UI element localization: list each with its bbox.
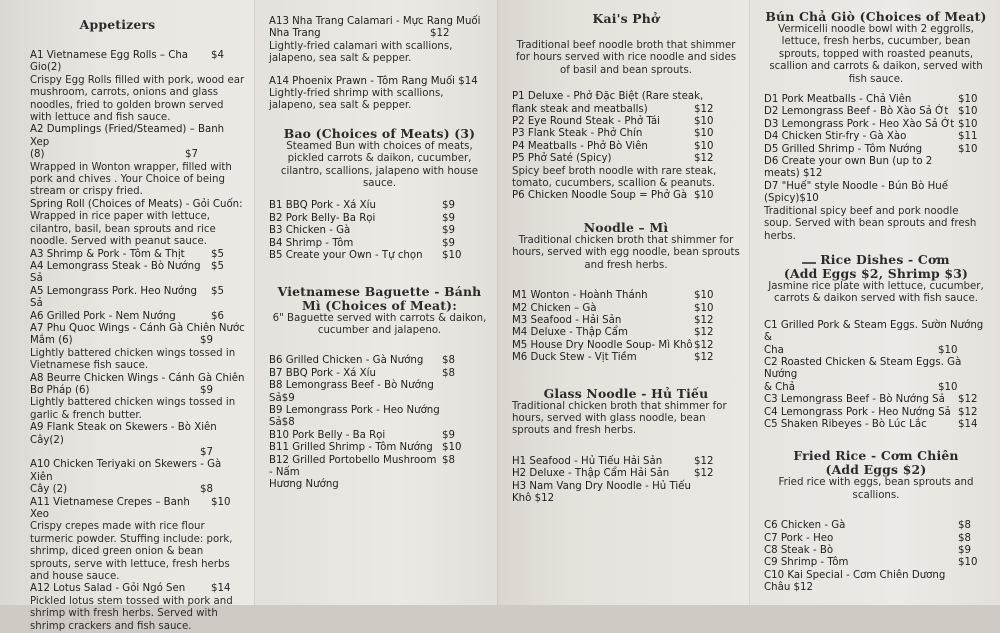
menu-item-a7: A7 Phu Quoc Wings - Cánh Gà Chiên Nước Mắm (6) $9 Lightly battered chicken wings tossed in Vietnamese fish sauce. — [30, 322, 245, 372]
menu-item-a10: A10 Chicken Teriyaki on Skewers - Gà Xiên Cây (2) $8 — [30, 459, 222, 496]
menu-item-name: C3 Lemongrass Beef - Bò Nướng Sả — [764, 394, 945, 406]
menu-item-c2: C2 Roasted Chicken & Steam Eggs. Gà Nướng & Chả $10 — [764, 356, 962, 393]
menu-item — [269, 225, 490, 237]
menu-item-name: M1 Wonton - Hoành Thánh — [512, 290, 648, 302]
fried-rice-list — [764, 520, 988, 594]
menu-item — [764, 181, 988, 206]
menu-item — [269, 430, 490, 442]
menu-item-price: $12 — [694, 468, 714, 480]
menu-item-name-cont: Hương Nướng — [269, 479, 339, 491]
menu-item — [764, 419, 988, 431]
menu-item-price: $12 — [958, 394, 978, 406]
mi-list — [512, 290, 740, 364]
menu-item — [512, 352, 740, 364]
banh-mi-heading-line2: Mì (Choices of Meat): — [301, 297, 458, 313]
menu-item-price — [694, 481, 740, 506]
menu-item-price: $14 — [958, 418, 978, 430]
menu-item — [269, 405, 490, 430]
menu-item-name: P3 Flank Steak - Phở Chín — [512, 128, 643, 140]
menu-item-a9: A9 Flank Steak on Skewers - Bò Xiên Cây(2) $7 — [30, 422, 217, 458]
menu-item-name: D4 Chicken Stir-fry - Gà Xào — [764, 131, 907, 143]
menu-item-price — [958, 181, 988, 206]
menu-item-price: $8 — [958, 520, 971, 532]
menu-item — [764, 520, 988, 532]
arrow-icon — [802, 257, 816, 264]
menu-item-name: B7 BBQ Pork - Xá Xíu — [269, 367, 376, 379]
menu-item-price: $8 — [442, 367, 455, 379]
menu-item — [269, 238, 490, 250]
menu-item — [764, 570, 988, 595]
menu-item-price — [442, 380, 490, 405]
menu-item-price: $10 — [958, 557, 978, 569]
menu-item-name: H2 Deluxe - Thập Cẩm Hải Sản — [512, 468, 670, 480]
banh-mi-description: 6" Baguette served with carrots & daikon, cucumber and jalapeno. — [272, 312, 487, 336]
menu-item-price: $12 — [694, 339, 714, 351]
menu-item-name: M6 Duck Stew - Vịt Tiềm — [512, 352, 637, 364]
menu-item — [764, 94, 988, 106]
menu-item-price: $12 — [694, 352, 714, 364]
menu-item-a4: A4 Lemongrass Steak - Bò Nướng Sả $5 — [30, 260, 224, 285]
menu-item-name: D7 "Huế" style Noodle - Bún Bò Huế (Spicy)$10 — [764, 180, 949, 205]
menu-item — [764, 119, 988, 131]
fried-rice-description: Fried rice with eggs, bean sprouts and scallions. — [778, 477, 974, 501]
menu-item-name: B6 Grilled Chicken - Gà Nướng — [269, 355, 424, 367]
pho-list — [512, 116, 740, 166]
menu-item — [269, 455, 490, 480]
menu-item-price: $10 — [694, 116, 714, 128]
menu-item-price: $10 — [694, 140, 714, 152]
menu-item — [269, 200, 490, 212]
menu-item-name: H3 Nam Vang Dry Noodle - Hủ Tiếu Khô $12 — [512, 480, 691, 504]
menu-item-name: H1 Seafood - Hủ Tiếu Hải Sản — [512, 455, 663, 467]
menu-item-price — [958, 156, 988, 181]
menu-item-name: D3 Lemongrass Pork - Heo Xào Sả Ớt — [764, 118, 955, 130]
menu-item — [512, 340, 740, 352]
menu-item-a13: A13 Nha Trang Calamari - Mực Rang Muối Nha Trang $12 Lightly-fried calamari with scallions, jalapeno, sea salt & pepper. — [269, 16, 481, 65]
menu-item — [512, 128, 740, 140]
mi-description: Traditional chicken broth that shimmer for hours, served with egg noodle, bean sprouts and fresh herbs. — [512, 234, 740, 271]
bun-heading: Bún Chả Giò (Choices of Meat) — [765, 9, 987, 24]
menu-item — [269, 250, 490, 262]
glass-noodle-heading: Glass Noodle - Hủ Tiếu — [543, 385, 709, 401]
menu-item-name: P5 Phở Saté (Spicy) — [512, 153, 612, 165]
bao-description: Steamed Bun with choices of meats, pickled carrots & daikon, cucumber, cilantro, scallions, jalapeno with house sauce. — [280, 140, 479, 190]
menu-item — [512, 456, 740, 468]
menu-item-price: $11 — [958, 131, 978, 143]
menu-item-a3: A3 Shrimp & Pork - Tôm & Thịt $5 — [30, 248, 224, 260]
menu-item-name: D2 Lemongrass Beef - Bò Xào Sả Ớt — [764, 106, 949, 118]
menu-item-a14: A14 Phoenix Prawn - Tôm Rang Muối $14 Lightly-fried shrimp with scallions, jalapeno, sea salt & pepper. — [269, 75, 478, 112]
menu-item-name: C10 Kai Special - Cơm Chiên Dương Châu $12 — [764, 569, 946, 594]
bun-rice-panel — [750, 0, 1000, 605]
menu-item — [764, 144, 988, 156]
menu-item — [269, 442, 490, 454]
menu-item — [512, 481, 740, 506]
pho-heading: Kai's Phở — [592, 11, 660, 26]
menu-item-p6: P6 Chicken Noodle Soup = Phở Gà $10 — [512, 190, 714, 202]
menu-item-p1: P1 Deluxe - Phở Đặc Biệt (Rare steak, flank steak and meatballs) $12 — [512, 91, 714, 115]
menu-item-name: B9 Lemongrass Pork - Heo Nướng Sả$8 — [269, 404, 440, 429]
menu-item — [764, 557, 988, 569]
noodle-soup-panel — [498, 0, 750, 605]
menu-item — [764, 106, 988, 118]
d7-description: Traditional spicy beef and pork noodle soup. Served with bean sprouts and fresh herbs. — [764, 205, 977, 242]
menu-item — [269, 368, 490, 380]
menu-item-price: $9 — [442, 429, 455, 441]
p5-description: Spicy beef broth noodle with rare steak, tomato, cucumbers, scallion & peanuts. — [512, 165, 717, 190]
appetizers-heading: Appetizers — [79, 17, 156, 32]
menu-item-name: B2 Pork Belly- Ba Rọi — [269, 212, 376, 224]
menu-item-price: $10 — [958, 143, 978, 155]
menu-item-a1: A1 Vietnamese Egg Rolls – Cha Gio(2) $4 Crispy Egg Rolls filled with pork, wood ear mushroom, carrots, onions and glass noodles, fried to golden brown served with lettuce and fish sauce. — [30, 50, 245, 124]
banh-mi-list — [269, 355, 490, 491]
menu-item-name: C4 Lemongrass Pork - Heo Nướng Sả — [764, 406, 951, 418]
menu-item — [269, 380, 490, 405]
rice-heading-line2: (Add Eggs $2, Shrimp $3) — [783, 265, 969, 281]
menu-item-price: $9 — [442, 237, 455, 249]
menu-item — [512, 141, 740, 153]
menu-item-name: B3 Chicken - Gà — [269, 225, 351, 237]
bao-heading: Bao (Choices of Meats) (3) — [283, 125, 476, 141]
menu-item-name: B10 Pork Belly - Ba Rọi — [269, 429, 386, 441]
menu-item-name: D5 Grilled Shrimp - Tôm Nướng — [764, 143, 923, 155]
menu-item-name: C9 Shrimp - Tôm — [764, 557, 849, 569]
menu-item — [269, 355, 490, 367]
menu-item — [512, 153, 740, 165]
menu-item-name: C7 Pork - Heo — [764, 532, 834, 544]
menu-item-name: M4 Deluxe - Thập Cẩm — [512, 327, 628, 339]
menu-item-name: P2 Eye Round Steak - Phở Tái — [512, 116, 661, 128]
menu-item — [512, 303, 740, 315]
glass-noodle-description: Traditional chicken broth that shimmer for hours, served with glass noodle, bean sprouts and fresh herbs. — [512, 400, 727, 437]
menu-item-price: $10 — [442, 442, 462, 454]
menu-item-price: $8 — [442, 355, 455, 367]
bao-list — [269, 200, 490, 262]
pho-description: Traditional beef noodle broth that shimmer for hours served with rice noodle and sides of basil and bean sprouts. — [515, 40, 737, 76]
menu-item — [512, 290, 740, 302]
menu-item-price: $10 — [694, 128, 714, 140]
mi-heading: Noodle – Mì — [583, 219, 669, 235]
menu-item — [512, 116, 740, 128]
fried-rice-heading-line1: Fried Rice - Cơm Chiên — [793, 448, 959, 464]
menu-item-a5: A5 Lemongrass Pork. Heo Nướng Sả $5 — [30, 285, 224, 310]
bun-description: Vermicelli noodle bowl with 2 eggrolls, lettuce, fresh herbs, cucumber, bean sprouts, topped with roasted peanuts, scallion and carrots & daikon, served with fish sauce. — [769, 24, 983, 85]
menu-item-name: M2 Chicken – Gà — [512, 302, 597, 314]
fried-rice-heading-line2: (Add Eggs $2) — [825, 462, 927, 478]
menu-item-name: C5 Shaken Ribeyes - Bò Lúc Lắc — [764, 418, 927, 430]
menu-item-price: $10 — [442, 250, 462, 262]
menu-item-name: D6 Create your own Bun (up to 2 meats) $12 — [764, 156, 933, 180]
bun-list — [764, 94, 988, 206]
menu-item-name: B8 Lemongrass Beef - Bò Nướng Sả$9 — [269, 380, 434, 404]
menu-item-price: $9 — [958, 545, 971, 556]
menu-item — [764, 545, 988, 557]
menu-item-price: $10 — [958, 106, 978, 118]
menu-item — [512, 468, 740, 480]
menu-item — [764, 394, 988, 406]
menu-item-c1: C1 Grilled Pork & Steam Eggs. Sườn Nướng & Cha $10 — [764, 319, 984, 356]
banh-mi-heading-line1: Vietnamese Baguette - Bánh — [277, 283, 482, 299]
menu-item-name: B4 Shrimp - Tôm — [269, 237, 354, 249]
rice-heading-line1: Rice Dishes - Cơm — [764, 253, 988, 267]
menu-item-price: $12 — [694, 455, 714, 467]
menu-item-name: B11 Grilled Shrimp - Tôm Nướng — [269, 442, 433, 454]
menu-item-price: $9 — [442, 225, 455, 237]
menu-item-name: B5 Create your Own - Tự chọn — [269, 250, 423, 262]
menu-item-name: C6 Chicken - Gà — [764, 520, 846, 532]
rice-list — [764, 394, 988, 431]
menu-item-a2: A2 Dumplings (Fried/Steamed) – Banh Xep (8) $7 Wrapped in Wonton wrapper, filled with pork and chives . Your Choice of being stream or crispy fried. — [30, 124, 232, 198]
menu-item-a11: A11 Vietnamese Crepes – Banh Xeo $10 Crispy crepes made with rice flour turmeric powder. Stuffing include: pork, shrimp, diced green onion & bean sprouts, serve with lettuce, fresh herbs and house sauce. — [30, 496, 233, 583]
menu-item-price: $9 — [442, 212, 455, 224]
appetizers-panel — [0, 0, 255, 632]
menu-item-price: $8 — [958, 532, 971, 544]
glass-noodle-list — [512, 456, 740, 506]
rice-description: Jasmine rice plate with lettuce, cucumber, carrots & daikon served with fish sauce. — [768, 280, 984, 305]
menu-item-price — [442, 405, 490, 430]
menu-item — [269, 213, 490, 225]
menu-item-price: $8 — [442, 454, 455, 466]
menu-item-spring-roll: Spring Roll (Choices of Meats) - Gỏi Cuốn: Wrapped in rice paper with lettuce, cilantro, basil, bean sprouts and rice noodle. Served with peanut sauce. — [30, 198, 243, 248]
menu-item-a6: A6 Grilled Pork - Nem Nướng $6 — [30, 310, 224, 322]
menu-item-name: D1 Pork Meatballs - Chả Viên — [764, 94, 912, 106]
menu-item — [764, 131, 988, 143]
menu-item-price: $10 — [958, 118, 978, 130]
menu-item-name: C8 Steak - Bò — [764, 545, 834, 556]
menu-item — [764, 407, 988, 419]
menu-item-price: $12 — [694, 314, 714, 326]
menu-item-name: B12 Grilled Portobello Mushroom - Nấm — [269, 454, 437, 478]
menu-item-price: $10 — [958, 94, 978, 106]
menu-item — [764, 533, 988, 545]
menu-item-name: P4 Meatballs - Phở Bò Viên — [512, 140, 648, 152]
menu-item — [512, 327, 740, 339]
menu-item — [512, 315, 740, 327]
menu-item-price: $10 — [694, 290, 714, 302]
menu-item-name: M3 Seafood - Hải Sản — [512, 314, 622, 326]
bao-baguette-panel — [255, 0, 498, 605]
menu-item-price: $9 — [442, 200, 455, 212]
menu-item-price: $12 — [958, 406, 978, 418]
menu-item-name: B1 BBQ Pork - Xá Xíu — [269, 200, 376, 212]
menu-item-a8: A8 Beurre Chicken Wings - Cánh Gà Chiên Bơ Pháp (6) $9 Lightly battered chicken wings tossed in garlic & french butter. — [30, 372, 245, 421]
menu-item — [764, 156, 988, 181]
menu-item-price: $12 — [694, 327, 714, 339]
menu-item-price: $12 — [694, 153, 714, 165]
menu-item-name: M5 House Dry Noodle Soup- Mì Khô — [512, 339, 693, 351]
menu-item-price — [958, 570, 988, 595]
menu-item-price: $10 — [694, 302, 714, 314]
menu-item-a12: A12 Lotus Salad - Gỏi Ngó Sen $14 Pickled lotus stem tossed with pork and shrimp with fresh herbs. Served with shrimp crackers and fish sauce. — [30, 583, 233, 632]
